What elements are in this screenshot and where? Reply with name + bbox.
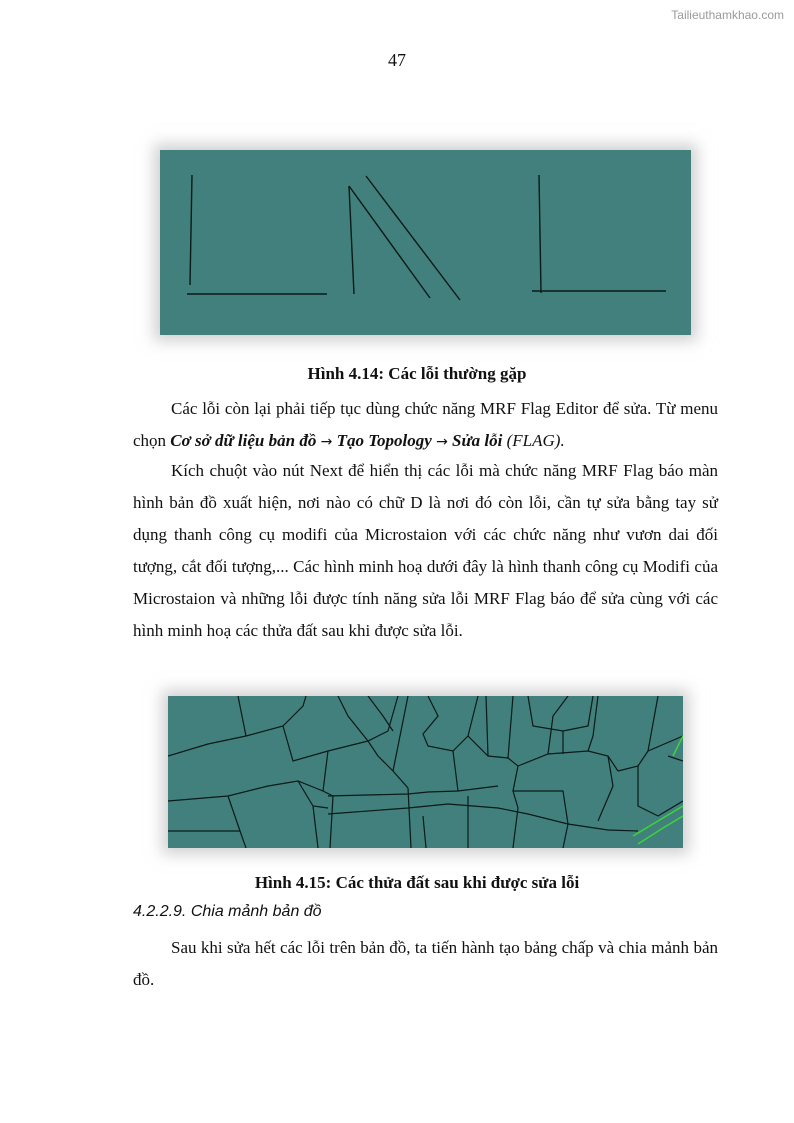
error-line: [349, 186, 354, 294]
figure-2-caption: Hình 4.15: Các thửa đất sau khi được sửa lỗi: [254, 873, 580, 892]
highlighted-road: [633, 736, 683, 844]
section-heading: 4.2.2.9. Chia mảnh bản đồ: [133, 903, 322, 920]
paragraph-map-division: Sau khi sửa hết các lỗi trên bản đồ, ta tiến hành tạo bảng chấp và chia mảnh bản đồ.: [133, 938, 718, 989]
figure-fixed-parcels: [168, 696, 683, 848]
paragraph-menu-path: Các lỗi còn lại phải tiếp tục dùng chức năng MRF Flag Editor để sửa. Từ menu chọn Cơ sở dữ liệu bản đồ → Tạo Topology → Sửa lỗi (FLAG).: [133, 399, 718, 450]
watermark: Tailieuthamkhao.com: [671, 8, 784, 22]
error-line: [190, 175, 192, 285]
error-lines-drawing: [160, 150, 691, 335]
figure-common-errors: [160, 150, 691, 335]
error-line: [539, 175, 541, 293]
page-number: 47: [388, 50, 406, 70]
figure-1-caption: Hình 4.14: Các lỗi thường gặp: [307, 364, 527, 383]
paragraph-flag-instructions: Kích chuột vào nút Next để hiển thị các lỗi mà chức năng MRF Flag báo màn hình bản đồ xuất hiện, nơi nào có chữ D là nơi đó còn lỗi, cần tự sửa bằng tay sử dụng thanh công cụ modifi của Microstaion với các chức năng như vươn dai đối tượng, cắt đối tượng,... Các hình minh hoạ dưới đây là hình thanh công cụ Modifi của Microstaion và những lỗi được tính năng sửa lỗi MRF Flag báo để sửa cùng với các hình minh hoạ các thửa đất sau khi được sửa lỗi.: [133, 461, 718, 640]
parcel-map-drawing: [168, 696, 683, 848]
error-line: [349, 186, 430, 298]
error-line: [366, 176, 460, 300]
